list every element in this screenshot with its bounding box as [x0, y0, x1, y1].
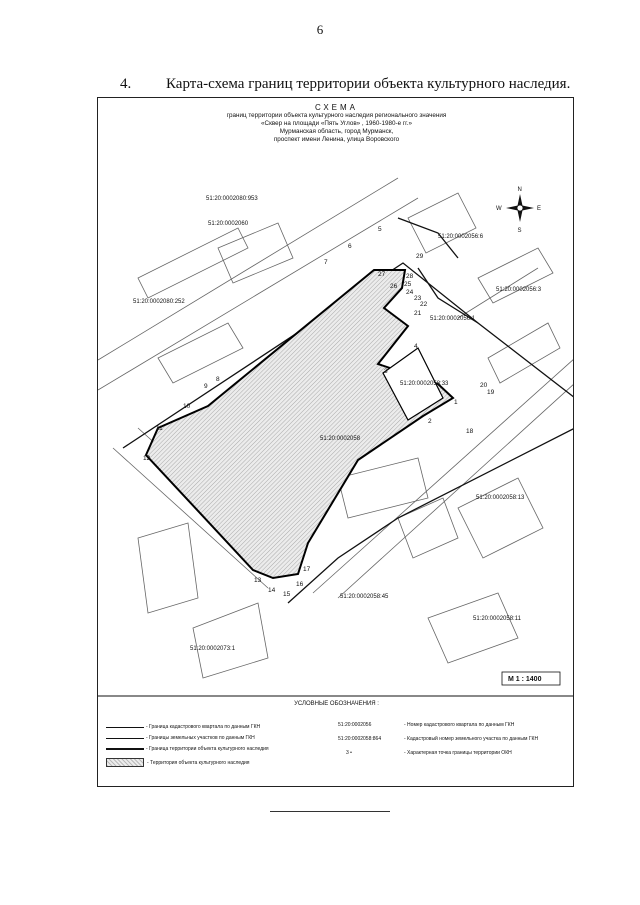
- point-6: 6: [348, 243, 352, 250]
- point-23: 23: [414, 295, 422, 302]
- point-16: 16: [296, 581, 304, 588]
- label-q2056_1: 51:20:0002056:1: [430, 316, 476, 322]
- label-q2073_1: 51:20:0002073:1: [190, 646, 236, 652]
- label-q2056_6: 51:20:0002056:6: [438, 234, 484, 240]
- page-number: 6: [316, 22, 324, 37]
- legend-item-territory-boundary: - Граница территории объекта культурного наследия: [106, 746, 269, 752]
- point-3: 3: [384, 368, 388, 375]
- label-q2058_13: 51:20:0002058:13: [476, 495, 525, 501]
- point-26: 26: [390, 283, 398, 290]
- legend-code-characteristic-point: 3 • - Характерная точка границы территории ОКН: [346, 750, 512, 756]
- compass-w: W: [496, 206, 502, 212]
- legend-code-block-number: 51:20:0002056 - Номер кадастрового квартала по данным ГКН: [338, 722, 515, 728]
- label-q2058_11: 51:20:0002058:11: [473, 616, 521, 622]
- point-14: 14: [268, 587, 276, 594]
- map-header-line1: границ территории объекта культурного наследия регионального значения: [226, 112, 447, 119]
- label-q2056_3: 51:20:0002056:3: [496, 287, 542, 293]
- legend-line-thin: [106, 727, 144, 728]
- label-q2060: 51:20:0002060: [208, 221, 249, 227]
- legend-line-medium: [106, 738, 144, 739]
- legend-item-parcel-boundary: - Границы земельных участков по данным ГКН: [106, 735, 255, 741]
- point-9: 9: [204, 383, 208, 390]
- map-title: СХЕМА: [315, 103, 358, 112]
- point-18: 18: [466, 428, 474, 435]
- label-q2080252: 51:20:0002080:252: [133, 299, 185, 305]
- point-29: 29: [416, 253, 424, 260]
- label-q2058: 51:20:0002058: [320, 436, 361, 442]
- point-13: 13: [254, 577, 262, 584]
- scale-label: М 1 : 1400: [508, 676, 542, 683]
- section-heading: [120, 76, 570, 93]
- point-10: 10: [183, 403, 191, 410]
- label-q2058_45: 51:20:0002058:45: [340, 594, 389, 600]
- legend-line-thick: [106, 748, 144, 750]
- map-header-line3: Мурманская область, город Мурманск,: [279, 128, 394, 135]
- point-7: 7: [324, 259, 328, 266]
- point-25: 25: [404, 281, 412, 288]
- point-2: 2: [428, 418, 432, 425]
- point-17: 17: [303, 566, 311, 573]
- point-8: 8: [216, 376, 220, 383]
- legend-title: УСЛОВНЫЕ ОБОЗНАЧЕНИЯ :: [294, 701, 379, 707]
- point-19: 19: [487, 389, 495, 396]
- point-4: 4: [414, 343, 418, 350]
- section-title: Карта-схема границ территории объекта культурного наследия.: [166, 76, 571, 92]
- compass-n: N: [517, 187, 522, 193]
- map-header-line2: «Сквер на площади «Пять Углов» , 1960-1980-е гг.»: [261, 120, 412, 127]
- label-q2058_33: 51:20:0002058:33: [400, 381, 449, 387]
- legend-code-parcel-number: 51:20:0002058:864 - Кадастровый номер земельного участка по данным ГКН: [338, 736, 539, 742]
- label-q2080953: 51:20:0002080:953: [206, 196, 258, 202]
- point-24: 24: [406, 289, 414, 296]
- compass-e: E: [537, 206, 542, 212]
- point-22: 22: [420, 301, 428, 308]
- legend-item-territory-area: - Территория объекта культурного наследия: [106, 758, 250, 767]
- point-27: 27: [378, 271, 386, 278]
- point-1: 1: [454, 399, 458, 406]
- compass-s: S: [517, 228, 522, 234]
- legend-item-block-boundary: - Граница кадастрового квартала по данным ГКН: [106, 724, 260, 730]
- north-arrow: [496, 187, 541, 234]
- heritage-territory: [146, 270, 453, 578]
- footer-rule: [270, 811, 390, 812]
- map-header-line4: проспект имени Ленина, улица Воровского: [273, 136, 400, 143]
- point-12: 12: [143, 455, 151, 462]
- legend-hatch-swatch: [106, 758, 144, 767]
- cadastral-map: [98, 98, 574, 787]
- point-5: 5: [378, 226, 382, 233]
- point-21: 21: [414, 310, 422, 317]
- point-20: 20: [480, 382, 488, 389]
- section-number: 4.: [120, 76, 132, 92]
- point-15: 15: [283, 591, 291, 598]
- point-28: 28: [406, 273, 414, 280]
- map-header: [98, 104, 574, 144]
- point-11: 11: [156, 425, 163, 432]
- map-frame: [97, 97, 574, 787]
